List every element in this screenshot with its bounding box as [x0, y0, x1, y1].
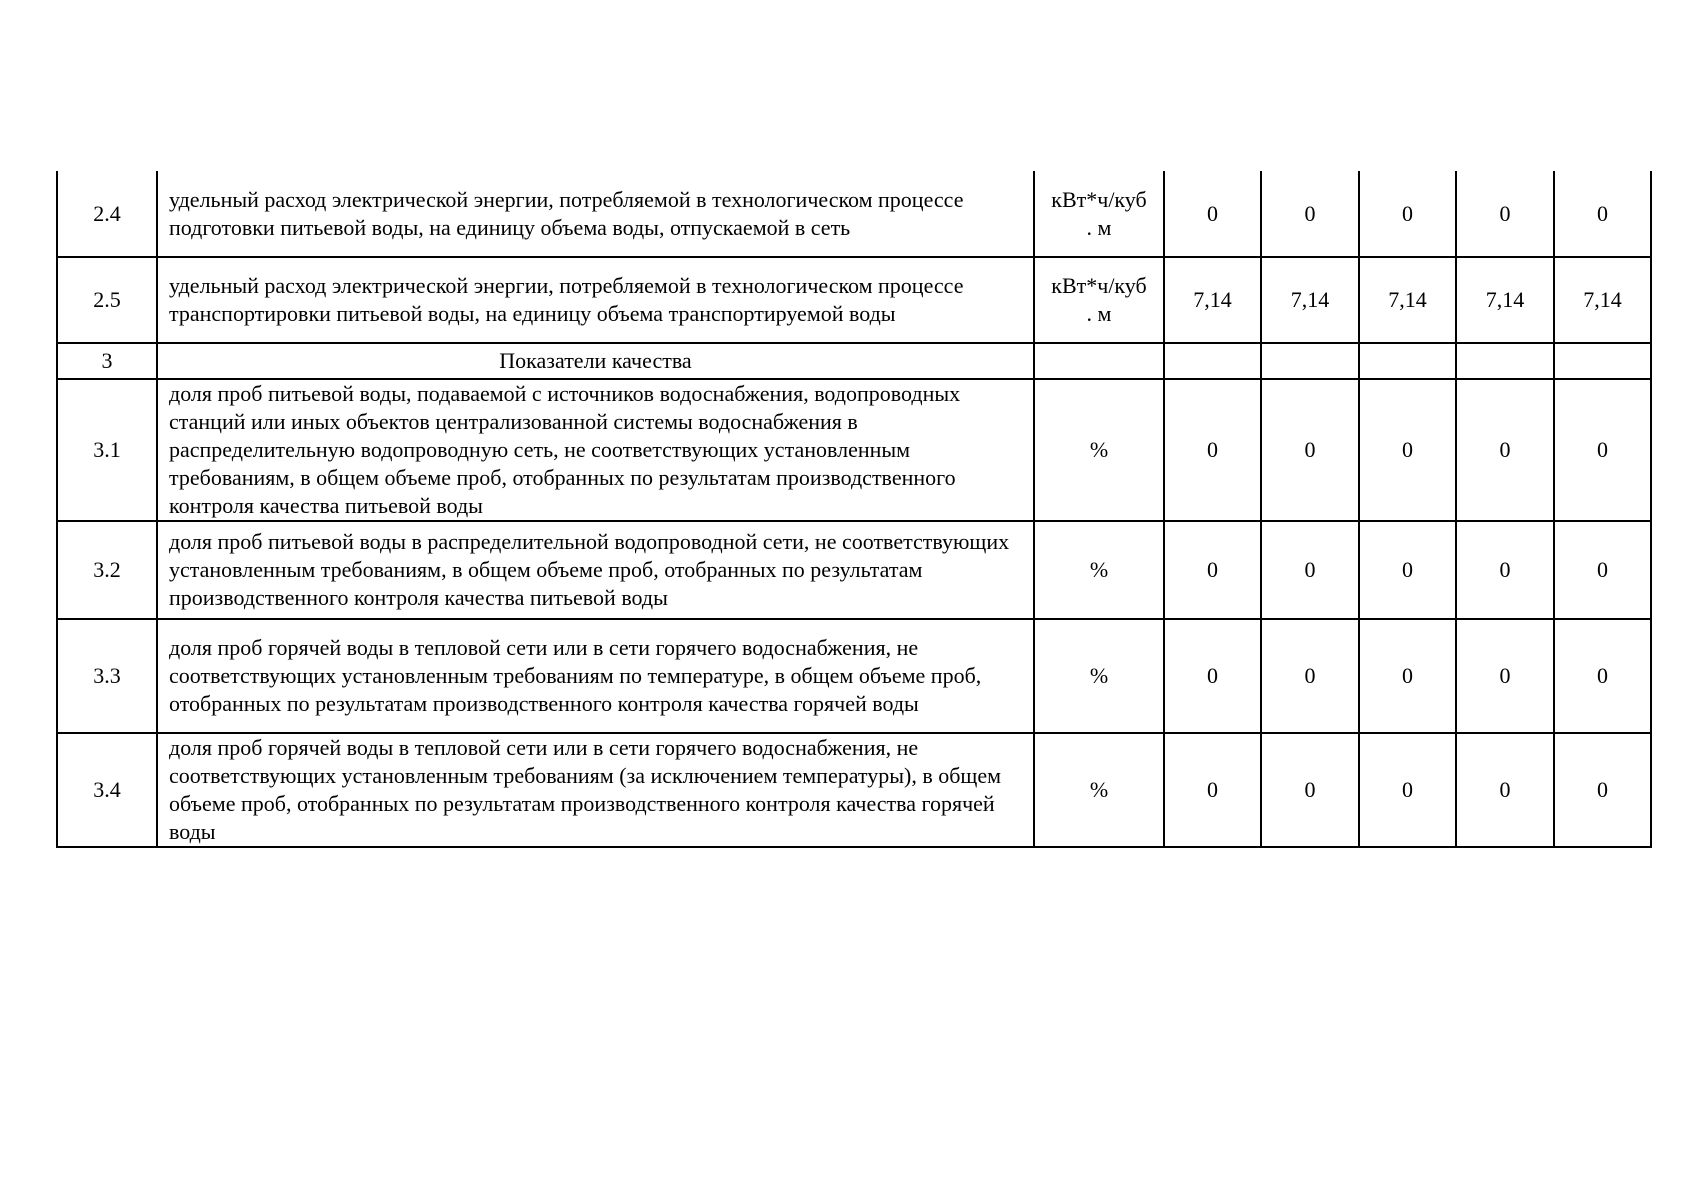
- value-cell: 0: [1164, 379, 1261, 521]
- value-cell: 0: [1261, 379, 1359, 521]
- row-number: 3.3: [57, 619, 157, 733]
- indicator-description: доля проб горячей воды в тепловой сети или в сети горячего водоснабжения, не соответствующих установленным требованиям (за исключением температуры), в общем объеме проб, отобранных по результатам производственного контроля качества горячей воды: [157, 733, 1034, 847]
- table-row-3-1: [57, 379, 1651, 521]
- section-number: 3: [57, 343, 157, 379]
- row-number: 3.1: [57, 379, 157, 521]
- unit-cell: [1034, 257, 1164, 343]
- value-cell: 0: [1261, 521, 1359, 619]
- value-cell: 7,14: [1456, 257, 1554, 343]
- table-row-3-3: [57, 619, 1651, 733]
- value-cell: 0: [1456, 171, 1554, 257]
- unit-line-2: . м: [1086, 214, 1112, 240]
- value-cell: 7,14: [1554, 257, 1651, 343]
- table-row-2-5: [57, 257, 1651, 343]
- value-cell: 0: [1261, 619, 1359, 733]
- value-cell: 0: [1456, 619, 1554, 733]
- value-cell: 0: [1554, 619, 1651, 733]
- value-cell: 0: [1554, 733, 1651, 847]
- unit-cell: [1034, 171, 1164, 257]
- value-cell: [1554, 343, 1651, 379]
- value-cell: 0: [1164, 733, 1261, 847]
- table-row-3-4: [57, 733, 1651, 847]
- value-cell: 7,14: [1359, 257, 1456, 343]
- indicator-description: удельный расход электрической энергии, потребляемой в технологическом процессе подготовки питьевой воды, на единицу объема воды, отпускаемой в сеть: [157, 171, 1034, 257]
- table-row-3-2: [57, 521, 1651, 619]
- row-number: 2.5: [57, 257, 157, 343]
- value-cell: 0: [1261, 733, 1359, 847]
- indicator-description: доля проб горячей воды в тепловой сети или в сети горячего водоснабжения, не соответствующих установленным требованиям по температуре, в общем объеме проб, отобранных по результатам производственного контроля качества горячей воды: [157, 619, 1034, 733]
- section-title: Показатели качества: [157, 343, 1034, 379]
- value-cell: [1456, 343, 1554, 379]
- value-cell: 0: [1164, 619, 1261, 733]
- value-cell: 0: [1359, 171, 1456, 257]
- value-cell: 0: [1359, 379, 1456, 521]
- unit-line-2: . м: [1086, 301, 1112, 326]
- value-cell: 0: [1554, 171, 1651, 257]
- unit-cell: %: [1034, 733, 1164, 847]
- value-cell: 0: [1164, 521, 1261, 619]
- value-cell: 0: [1456, 733, 1554, 847]
- indicators-table: [56, 171, 1652, 848]
- value-cell: [1261, 343, 1359, 379]
- value-cell: 0: [1359, 619, 1456, 733]
- indicator-description: удельный расход электрической энергии, потребляемой в технологическом процессе транспортировки питьевой воды, на единицу объема транспортируемой воды: [157, 257, 1034, 343]
- value-cell: 0: [1359, 733, 1456, 847]
- unit-cell: %: [1034, 379, 1164, 521]
- unit-cell: [1034, 343, 1164, 379]
- unit-cell: %: [1034, 521, 1164, 619]
- unit-cell: %: [1034, 619, 1164, 733]
- indicator-description: доля проб питьевой воды, подаваемой с источников водоснабжения, водопроводных станций или иных объектов централизованной системы водоснабжения в распределительную водопроводную сеть, не соответствующих установленным требованиям, в общем объеме проб, отобранных по результатам производственного контроля качества питьевой воды: [157, 379, 1034, 521]
- indicator-description: доля проб питьевой воды в распределительной водопроводной сети, не соответствующих установленным требованиям, в общем объеме проб, отобранных по результатам производственного контроля качества питьевой воды: [157, 521, 1034, 619]
- value-cell: 0: [1554, 379, 1651, 521]
- row-number: 3.4: [57, 733, 157, 847]
- value-cell: 0: [1359, 521, 1456, 619]
- unit-line-1: кВт*ч/куб: [1051, 186, 1147, 212]
- unit-line-1: кВт*ч/куб: [1051, 273, 1147, 298]
- value-cell: 0: [1554, 521, 1651, 619]
- value-cell: 7,14: [1261, 257, 1359, 343]
- value-cell: 0: [1261, 171, 1359, 257]
- row-number: 3.2: [57, 521, 157, 619]
- table-row-section-3: [57, 343, 1651, 379]
- value-cell: 7,14: [1164, 257, 1261, 343]
- value-cell: 0: [1456, 379, 1554, 521]
- table-row-2-4: [57, 171, 1651, 257]
- value-cell: 0: [1456, 521, 1554, 619]
- value-cell: 0: [1164, 171, 1261, 257]
- value-cell: [1359, 343, 1456, 379]
- value-cell: [1164, 343, 1261, 379]
- row-number: 2.4: [57, 171, 157, 257]
